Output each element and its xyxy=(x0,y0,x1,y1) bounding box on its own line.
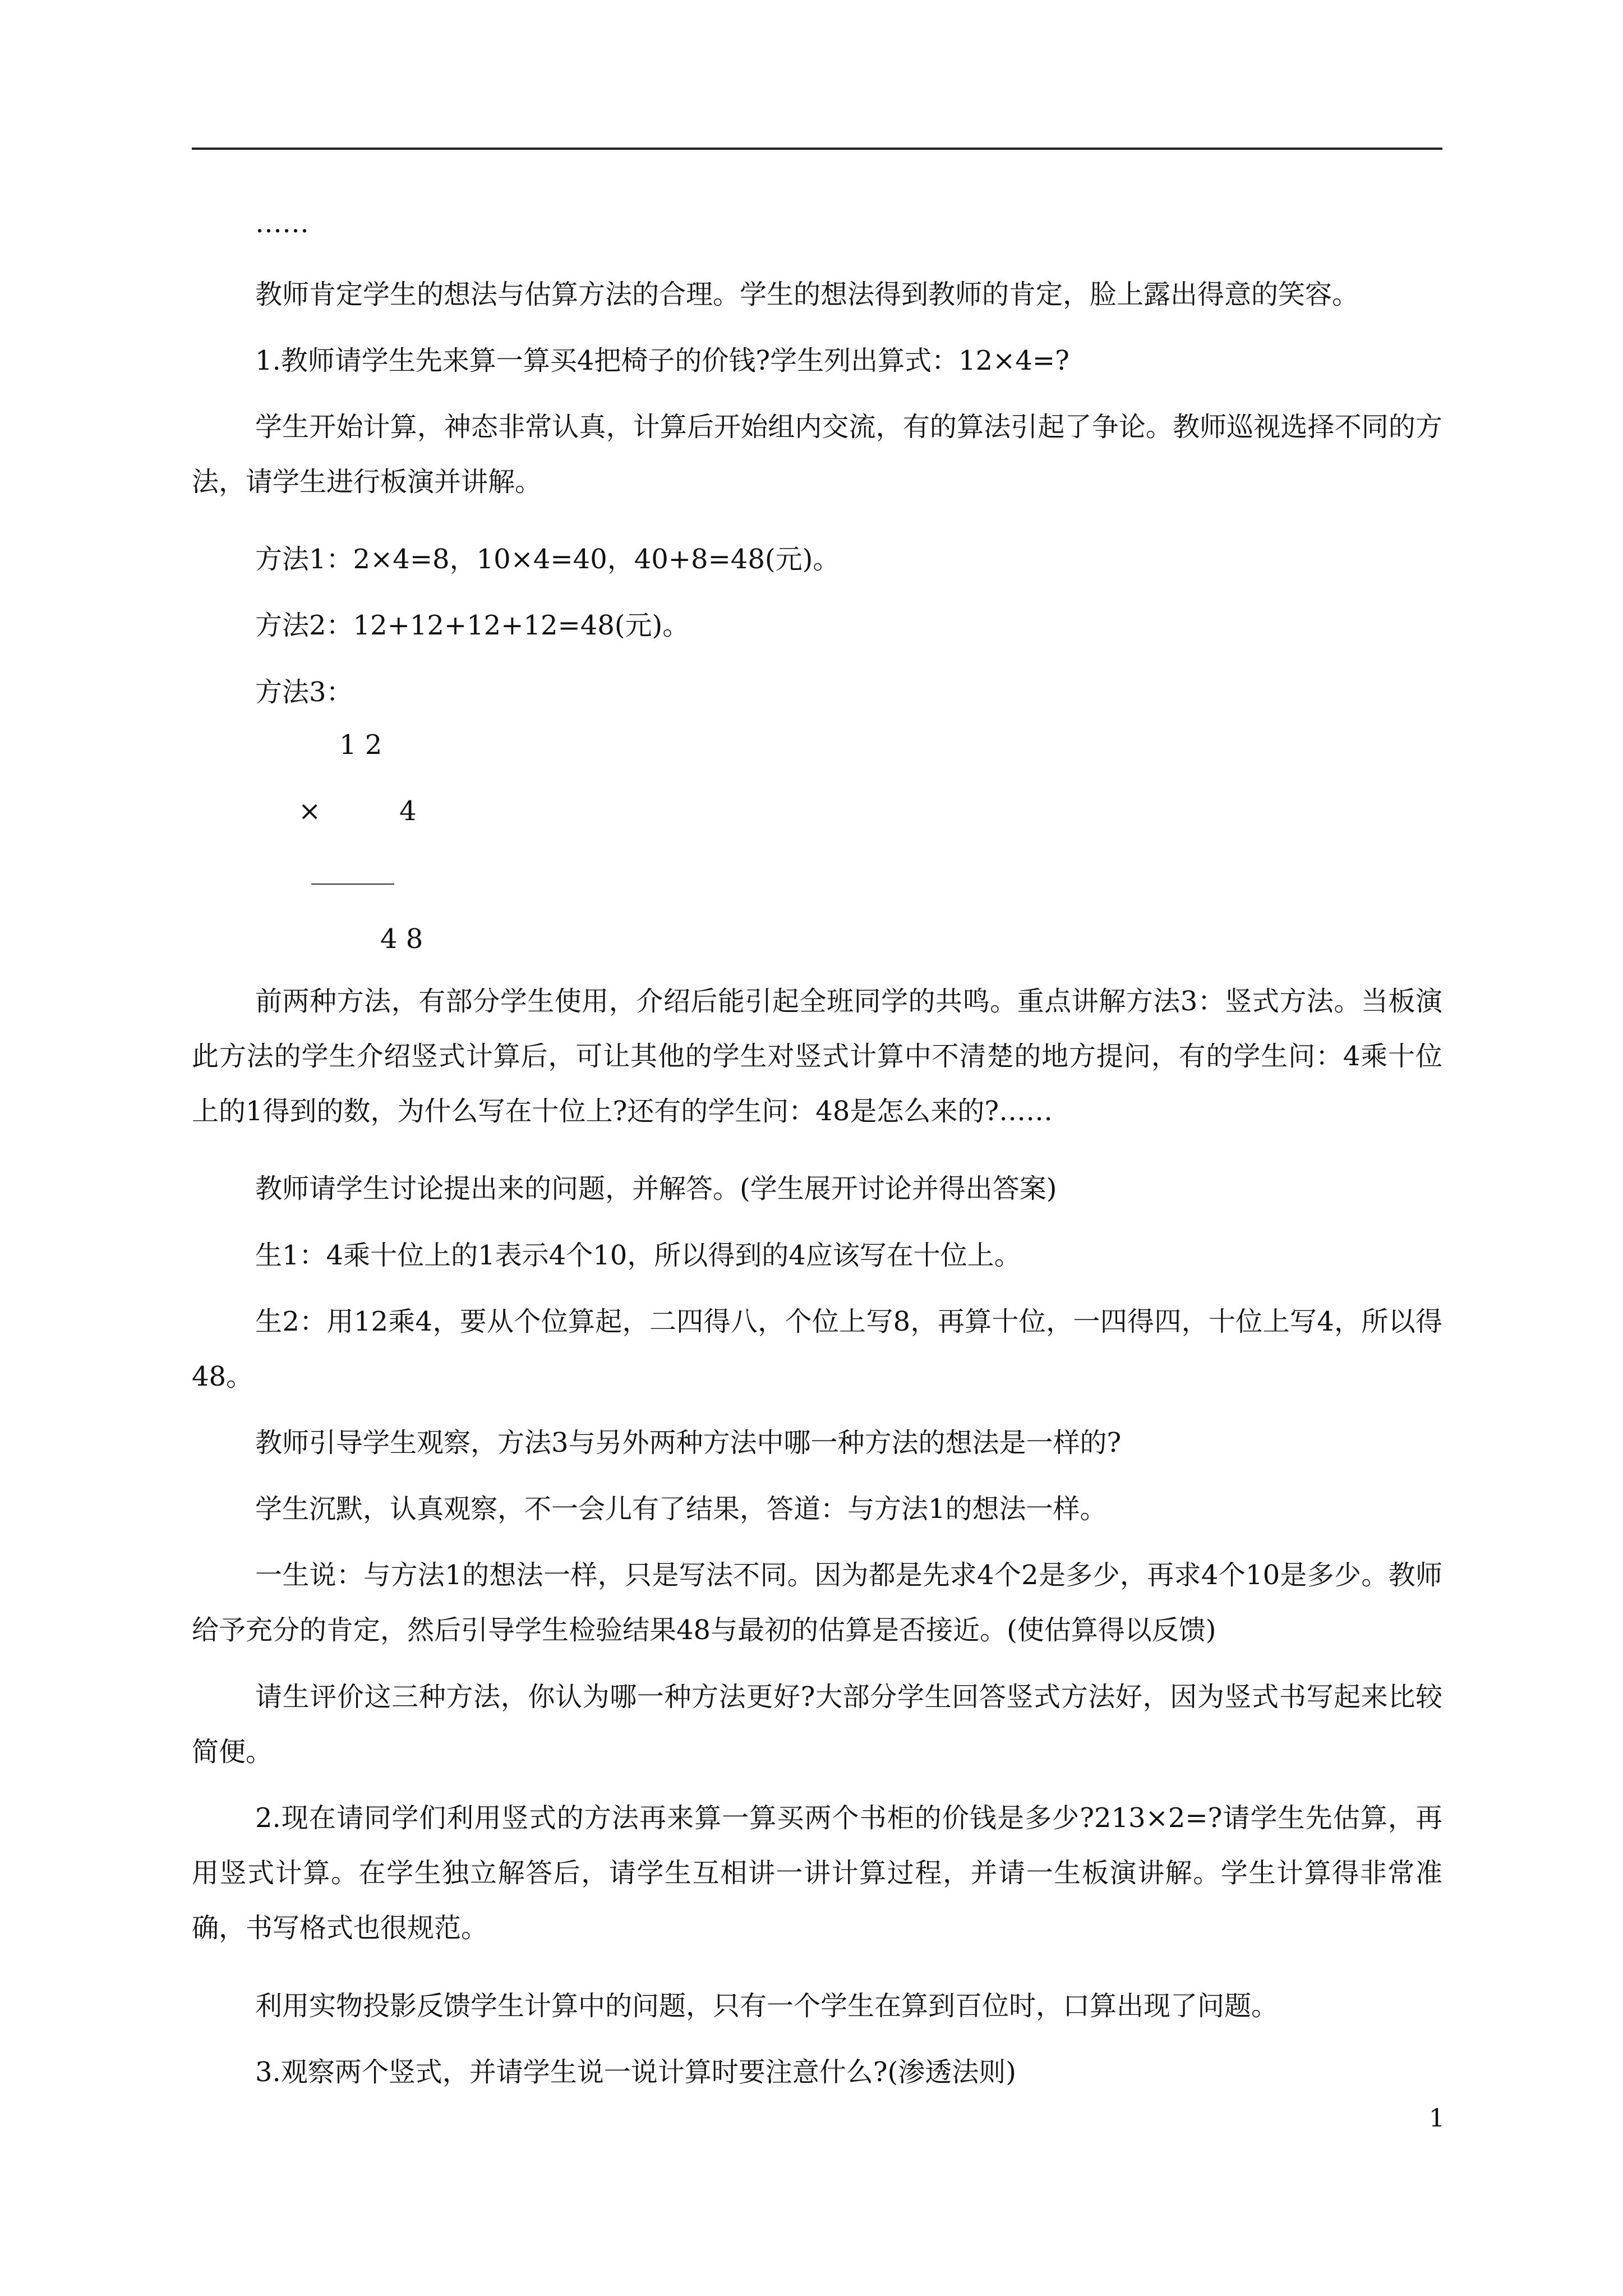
vertical-rule xyxy=(311,884,394,885)
vertical-multiplicand: 1 2 xyxy=(339,729,382,761)
paragraph-step-3: 3.观察两个竖式，并请学生说一说计算时要注意什么?(渗透法则) xyxy=(255,2056,1016,2088)
paragraph-one-student-says: 一生说：与方法1的想法一样，只是写法不同。因为都是先求4个2是多少，再求4个10是多少。教师给予充分的肯定，然后引导学生检验结果48与最初的估算是否接近。(使估算得以反馈) xyxy=(192,1559,1442,1646)
paragraph-teacher-discussion: 教师请学生讨论提出来的问题，并解答。(学生展开讨论并得出答案) xyxy=(255,1173,1057,1204)
paragraph-evaluate-methods: 请生评价这三种方法，你认为哪一种方法更好?大部分学生回答竖式方法好，因为竖式书写起来比较简便。 xyxy=(192,1681,1442,1768)
paragraph-method-discussion: 前两种方法，有部分学生使用，介绍后能引起全班同学的共鸣。重点讲解方法3：竖式方法。当板演此方法的学生介绍竖式计算后，可让其他的学生对竖式计算中不清楚的地方提问，有的学生问：4乘十位上的1得到的数，为什么写在十位上?还有的学生问：48是怎么来的?…… xyxy=(192,986,1442,1127)
paragraph-step-1: 1.教师请学生先来算一算买4把椅子的价钱?学生列出算式：12×4=? xyxy=(255,345,1069,376)
paragraph-student-2: 生2：用12乘4，要从个位算起，二四得八，个位上写8，再算十位，一四得四，十位上写4，所以得48。 xyxy=(192,1306,1442,1392)
header-rule xyxy=(192,148,1442,150)
paragraph-step-2: 2.现在请同学们利用竖式的方法再来算一算买两个书柜的价钱是多少?213×2=?请学生先估算，再用竖式计算。在学生独立解答后，请学生互相讲一讲计算过程，并请一生板演讲解。学生计算得非常准确，书写格式也很规范。 xyxy=(192,1802,1442,1944)
vertical-product: 4 8 xyxy=(380,923,423,955)
paragraph-projection-feedback: 利用实物投影反馈学生计算中的问题，只有一个学生在算到百位时，口算出现了问题。 xyxy=(255,1990,1279,2022)
ellipsis-line: …… xyxy=(255,208,309,239)
vertical-multiplier: 4 xyxy=(399,795,417,827)
paragraph-students-calculate: 学生开始计算，神态非常认真，计算后开始组内交流，有的算法引起了争论。教师巡视选择不同的方法，请学生进行板演并讲解。 xyxy=(192,411,1442,498)
method-1: 方法1：2×4=8，10×4=40，40+8=48(元)。 xyxy=(255,544,840,575)
paragraph-student-1: 生1：4乘十位上的1表示4个10，所以得到的4应该写在十位上。 xyxy=(255,1240,1021,1271)
method-3-label: 方法3： xyxy=(255,677,353,708)
paragraph-teacher-affirms: 教师肯定学生的想法与估算方法的合理。学生的想法得到教师的肯定，脸上露出得意的笑容。 xyxy=(255,279,1359,310)
vertical-operator: × xyxy=(298,795,321,827)
method-2: 方法2：12+12+12+12=48(元)。 xyxy=(255,610,690,641)
paragraph-students-silent: 学生沉默，认真观察，不一会儿有了结果，答道：与方法1的想法一样。 xyxy=(255,1493,1107,1525)
paragraph-teacher-guides: 教师引导学生观察，方法3与另外两种方法中哪一种方法的想法是一样的? xyxy=(255,1427,1122,1458)
page-number: 1 xyxy=(1429,2104,1445,2133)
